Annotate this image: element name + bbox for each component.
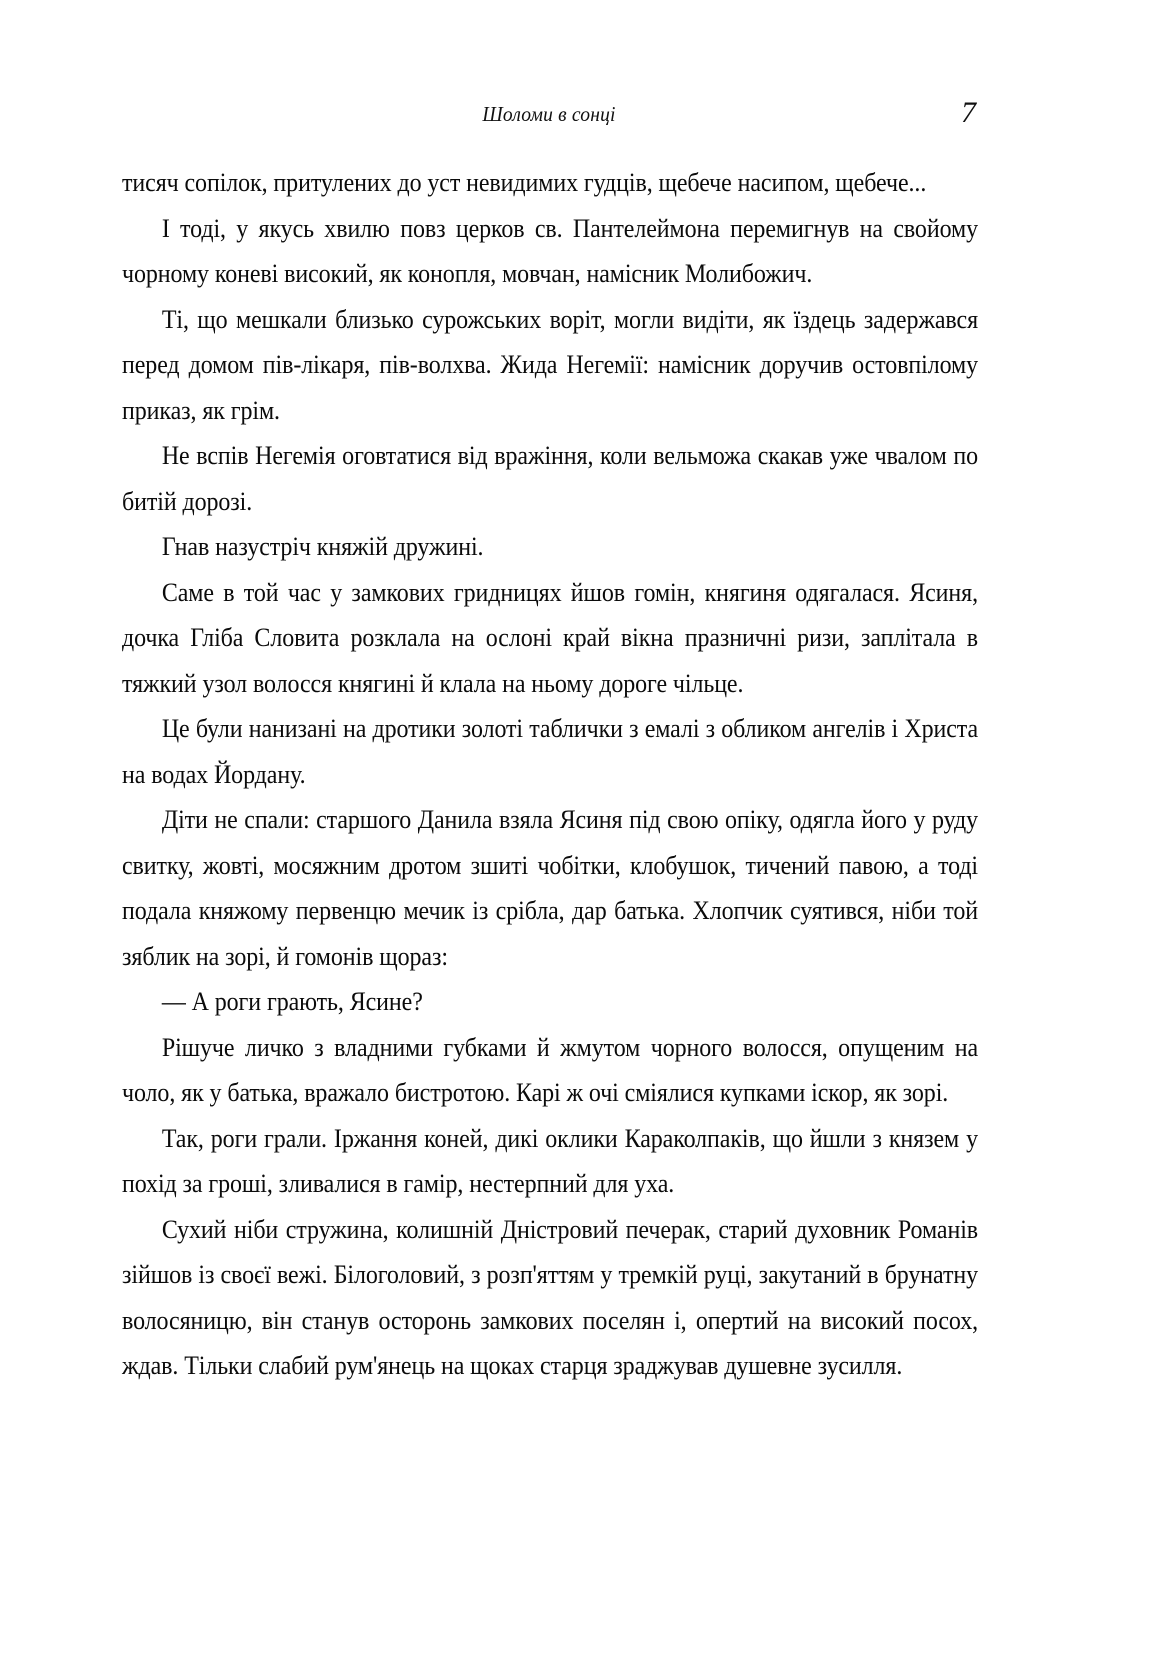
paragraph: тисяч сопілок, притулених до уст невидимих гудців, щебече насипом, щебече...: [122, 167, 927, 197]
body-text-block: [122, 160, 978, 1389]
paragraph: Діти не спали: старшого Данила взяла Ясиня під свою опіку, одягла його у руду свитку, жовті, мосяжним дротом зшиті чобітки, клобушок, тичений павою, а тоді подала княжому первенцю мечик із срібла, дар батька. Хлопчик суятився, ніби той зяблик на зорі, й гомонів щораз:: [122, 804, 979, 971]
page-number: 7: [961, 96, 976, 129]
running-head: [122, 96, 976, 140]
running-head-title: Шоломи в сонці: [482, 102, 616, 126]
paragraph: Ті, що мешкали близько сурожських воріт, могли видіти, як їздець задержався перед домом пів-лікаря, пів-волхва. Жида Негемії: намісник доручив остовпілому приказ, як грім.: [122, 303, 979, 425]
dialogue-line: — А роги грають, Ясине?: [161, 986, 423, 1016]
paragraph: Рішуче личко з владними губками й жмутом чорного волосся, опущеним на чоло, як у батька, вражало бистротою. Карі ж очі сміялися купками іскор, як зорі.: [122, 1031, 979, 1107]
paragraph: Це були нанизані на дротики золоті таблички з емалі з обликом ангелів і Христа на водах Йордану.: [122, 713, 979, 789]
paragraph: Сухий ніби стружина, колишній Дністровий печерак, старий духовник Романів зійшов із своєї вежі. Білоголовий, з розп'яттям у тремкій руці, закутаний в брунатну волосяницю, він станув осторонь замкових поселян і, опертий на високий посох, ждав. Тільки слабий рум'янець на щоках старця зраджував душевне зусилля.: [122, 1213, 979, 1380]
paragraph: Гнав назустріч княжій дружині.: [161, 531, 484, 561]
paragraph: І тоді, у якусь хвилю повз церков св. Пантелеймона перемигнув на свойому чорному коневі високий, як конопля, мовчан, намісник Молибожич.: [122, 212, 979, 288]
paragraph: Саме в той час у замкових гридницях йшов гомін, княгиня одягалася. Ясиня, дочка Гліба Словита розклала на ослоні край вікна празничні ризи, заплітала в тяжкий узол волосся княгині й клала на ньому дороге чільце.: [122, 576, 979, 698]
paragraph: Так, роги грали. Іржання коней, дикі оклики Караколпаків, що йшли з князем у похід за гроші, зливалися в гамір, нестерпний для уха.: [122, 1122, 979, 1198]
paragraph: Не вспів Негемія оговтатися від вражіння, коли вельможа скакав уже чвалом по битій дорозі.: [122, 440, 979, 516]
